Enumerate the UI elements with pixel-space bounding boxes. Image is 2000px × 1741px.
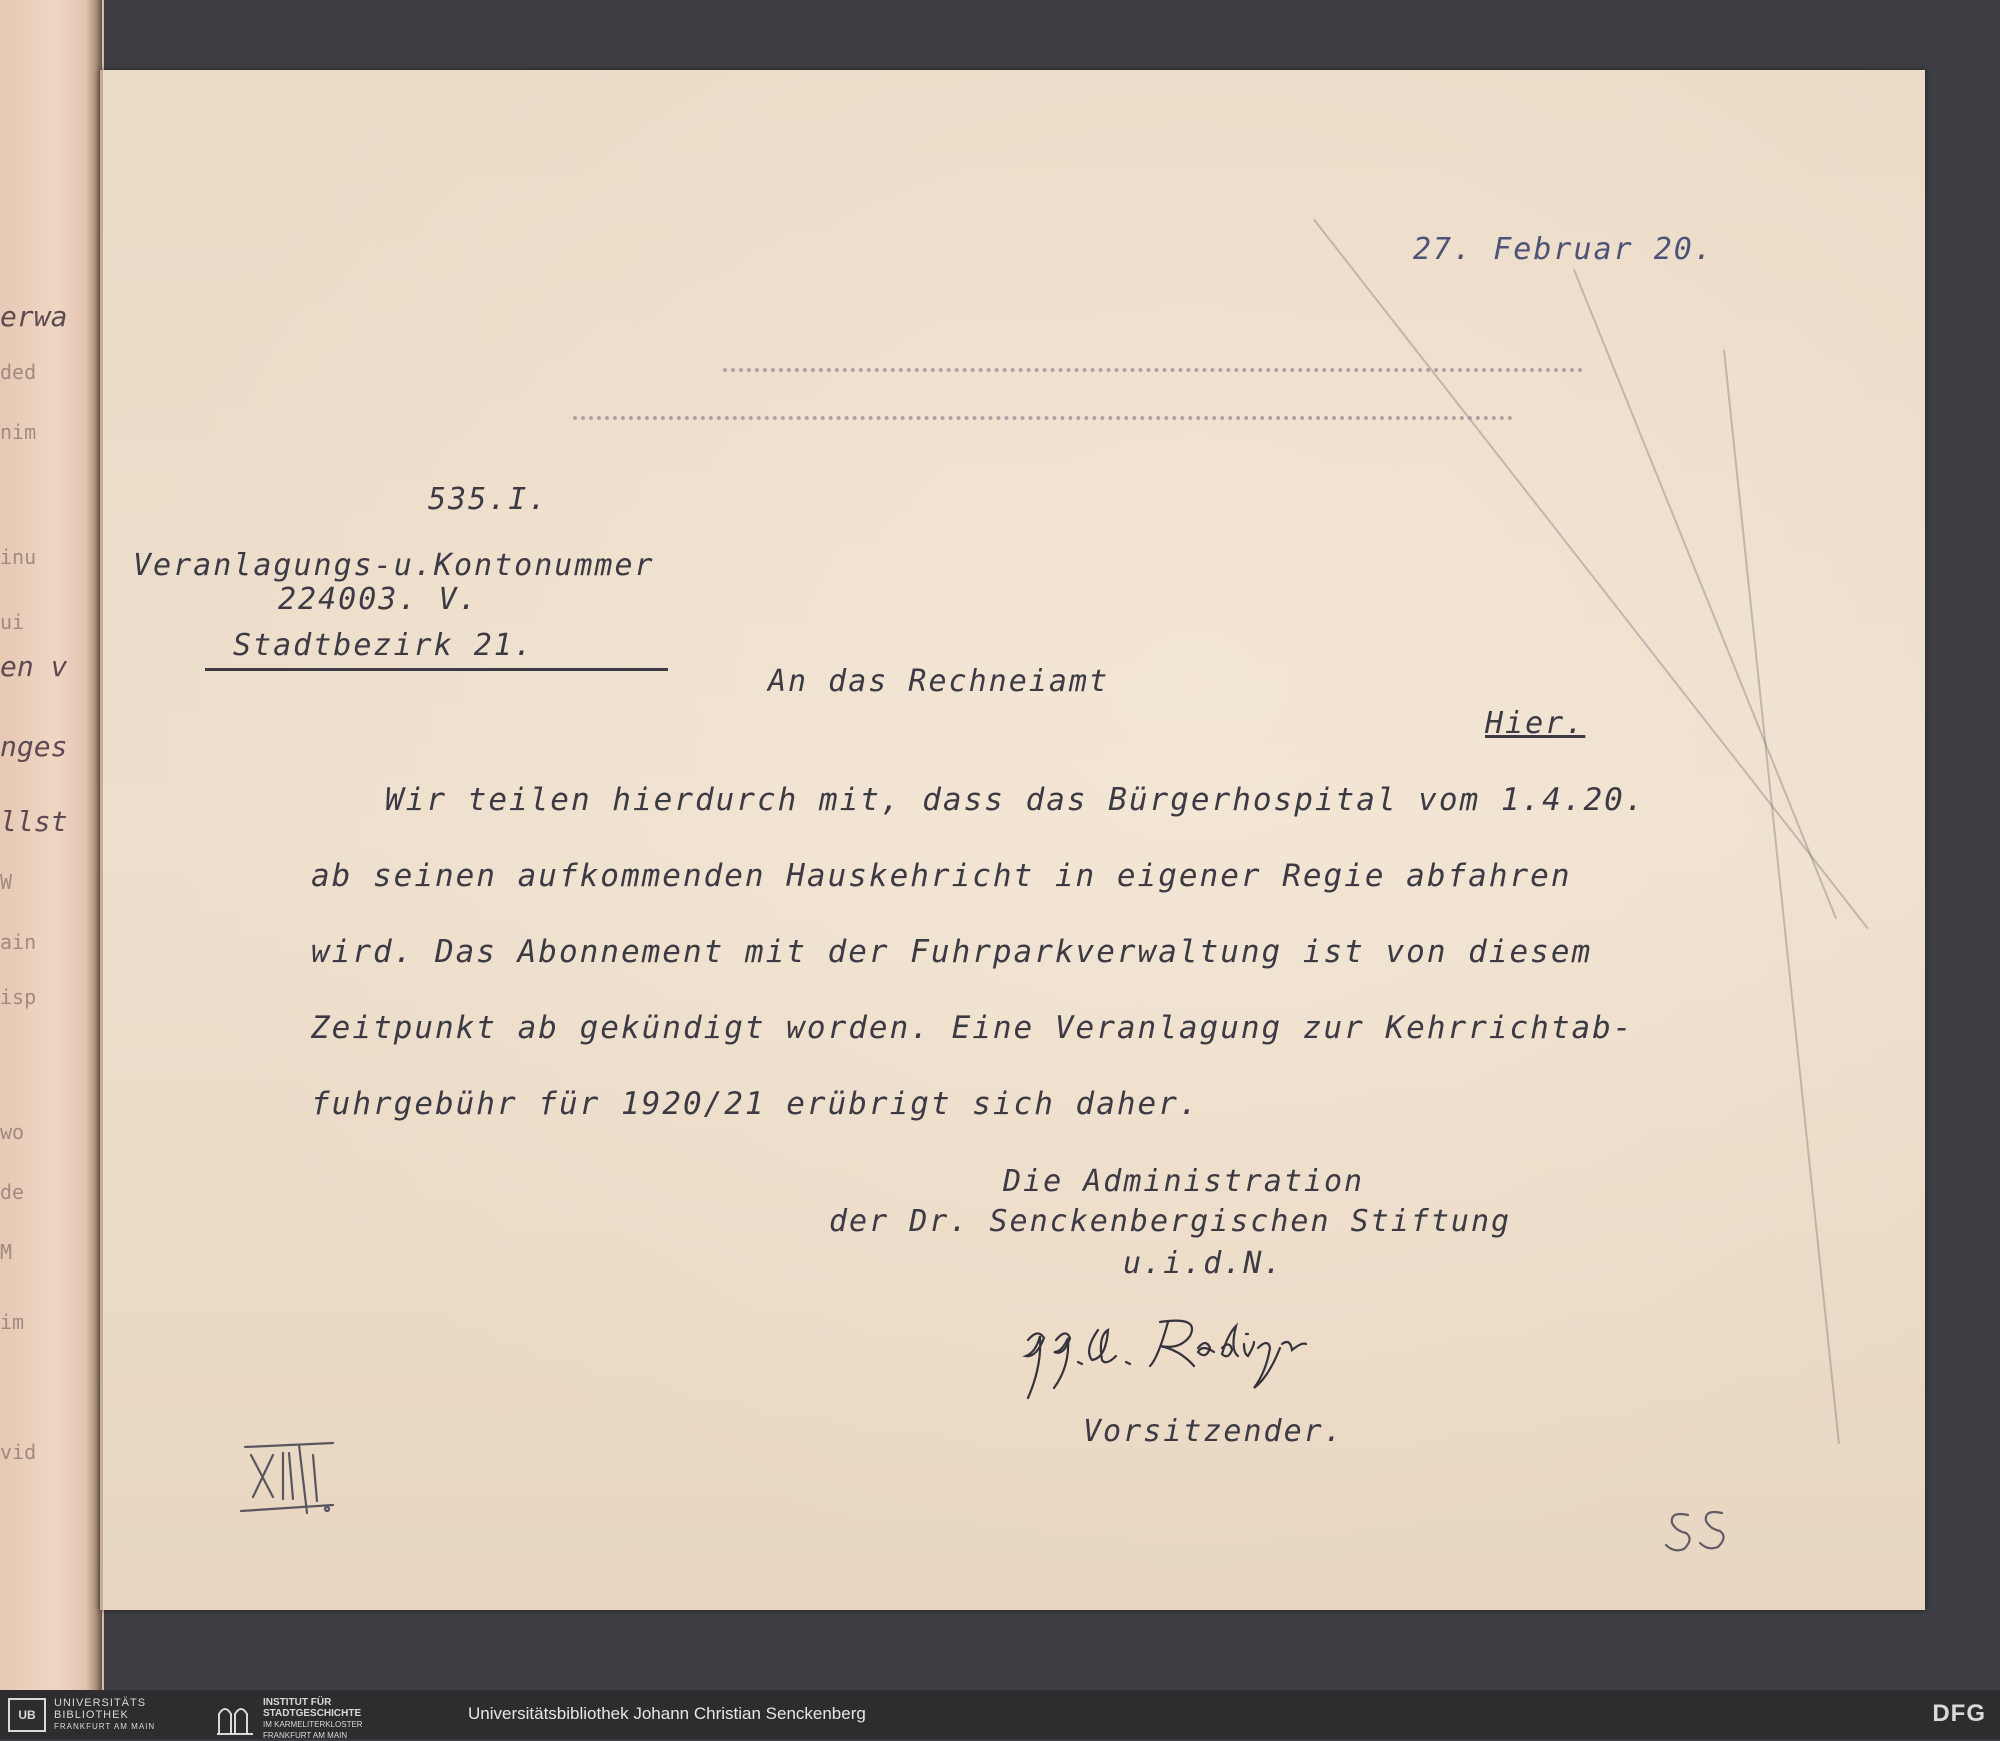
ub-logo: UB bbox=[8, 1698, 46, 1732]
ub-text-line: UNIVERSITÄTS bbox=[54, 1697, 147, 1709]
body-line: Wir teilen hierdurch mit, dass das Bürgerhospital vom 1.4.20. bbox=[385, 782, 1646, 818]
isg-logo-text bbox=[263, 1697, 363, 1741]
body-line: ab seinen aufkommenden Hauskehricht in eigener Regie abfahren bbox=[311, 858, 1572, 894]
underlying-faint-text: ded bbox=[0, 360, 37, 384]
reference-number: 535.I. bbox=[428, 482, 549, 517]
ub-logo-text bbox=[54, 1697, 155, 1733]
underlying-page bbox=[0, 0, 104, 1690]
account-number: 224003. V. bbox=[278, 582, 479, 617]
district-underline bbox=[205, 668, 668, 671]
dotted-address-line bbox=[723, 368, 1583, 372]
closing-line3: u.i.d.N. bbox=[1123, 1246, 1284, 1281]
dotted-address-line bbox=[573, 416, 1513, 420]
isg-text-line: INSTITUT FÜR bbox=[263, 1697, 332, 1708]
pencil-stroke bbox=[1723, 350, 1840, 1444]
underlying-text-fragment: nges bbox=[0, 730, 68, 763]
underlying-faint-text: im bbox=[0, 1310, 25, 1334]
recipient-line2: Hier. bbox=[1485, 706, 1586, 741]
isg-text-line: STADTGESCHICHTE bbox=[263, 1708, 362, 1719]
isg-text-line: FRANKFURT AM MAIN bbox=[263, 1731, 348, 1740]
signer-title: Vorsitzender. bbox=[1083, 1414, 1344, 1449]
closing-line1: Die Administration bbox=[1003, 1164, 1365, 1199]
isg-logo-block[interactable] bbox=[215, 1697, 363, 1741]
ub-text-line: BIBLIOTHEK bbox=[54, 1709, 129, 1721]
pencil-page-number bbox=[1658, 1505, 1738, 1565]
cloister-icon bbox=[215, 1702, 255, 1736]
footer-bar bbox=[0, 1690, 2000, 1739]
body-line: wird. Das Abonnement mit der Fuhrparkverwaltung ist von diesem bbox=[311, 934, 1593, 970]
pencil-stroke bbox=[1573, 269, 1837, 919]
underlying-text-fragment: en v bbox=[0, 650, 68, 683]
handwritten-signature bbox=[1008, 1300, 1368, 1420]
footer-title: Universitätsbibliothek Johann Christian Senckenberg bbox=[468, 1704, 866, 1723]
letter-sheet bbox=[100, 70, 1925, 1610]
dfg-logo[interactable]: DFG bbox=[1932, 1700, 1986, 1727]
underlying-text-fragment: llst bbox=[0, 805, 68, 838]
body-line: Zeitpunkt ab gekündigt worden. Eine Veranlagung zur Kehrrichtab- bbox=[311, 1010, 1634, 1046]
recipient-line1: An das Rechneiamt bbox=[768, 664, 1110, 699]
underlying-faint-text: isp bbox=[0, 985, 37, 1009]
letter-date: 27. Februar 20. bbox=[1413, 232, 1714, 267]
district: Stadtbezirk 21. bbox=[233, 628, 534, 663]
underlying-faint-text: vid bbox=[0, 1440, 37, 1464]
pencil-stroke bbox=[1313, 219, 1869, 929]
underlying-faint-text: W bbox=[0, 870, 13, 894]
underlying-faint-text: ain bbox=[0, 930, 37, 954]
pencil-filing-mark bbox=[233, 1435, 353, 1525]
underlying-faint-text: de bbox=[0, 1180, 25, 1204]
closing-line2: der Dr. Senckenbergischen Stiftung bbox=[829, 1204, 1512, 1239]
underlying-faint-text: nim bbox=[0, 420, 37, 444]
ub-text-line: FRANKFURT AM MAIN bbox=[54, 1722, 156, 1731]
underlying-faint-text: wo bbox=[0, 1120, 25, 1144]
account-label: Veranlagungs-u.Kontonummer bbox=[133, 548, 655, 583]
body-line: fuhrgebühr für 1920/21 erübrigt sich daher. bbox=[311, 1086, 1200, 1122]
isg-text-line: IM KARMELITERKLOSTER bbox=[263, 1720, 363, 1729]
underlying-faint-text: M bbox=[0, 1240, 13, 1264]
ub-logo-block[interactable] bbox=[8, 1698, 155, 1732]
underlying-faint-text: ui bbox=[0, 610, 25, 634]
underlying-faint-text: inu bbox=[0, 545, 37, 569]
underlying-text-fragment: erwa bbox=[0, 300, 68, 333]
